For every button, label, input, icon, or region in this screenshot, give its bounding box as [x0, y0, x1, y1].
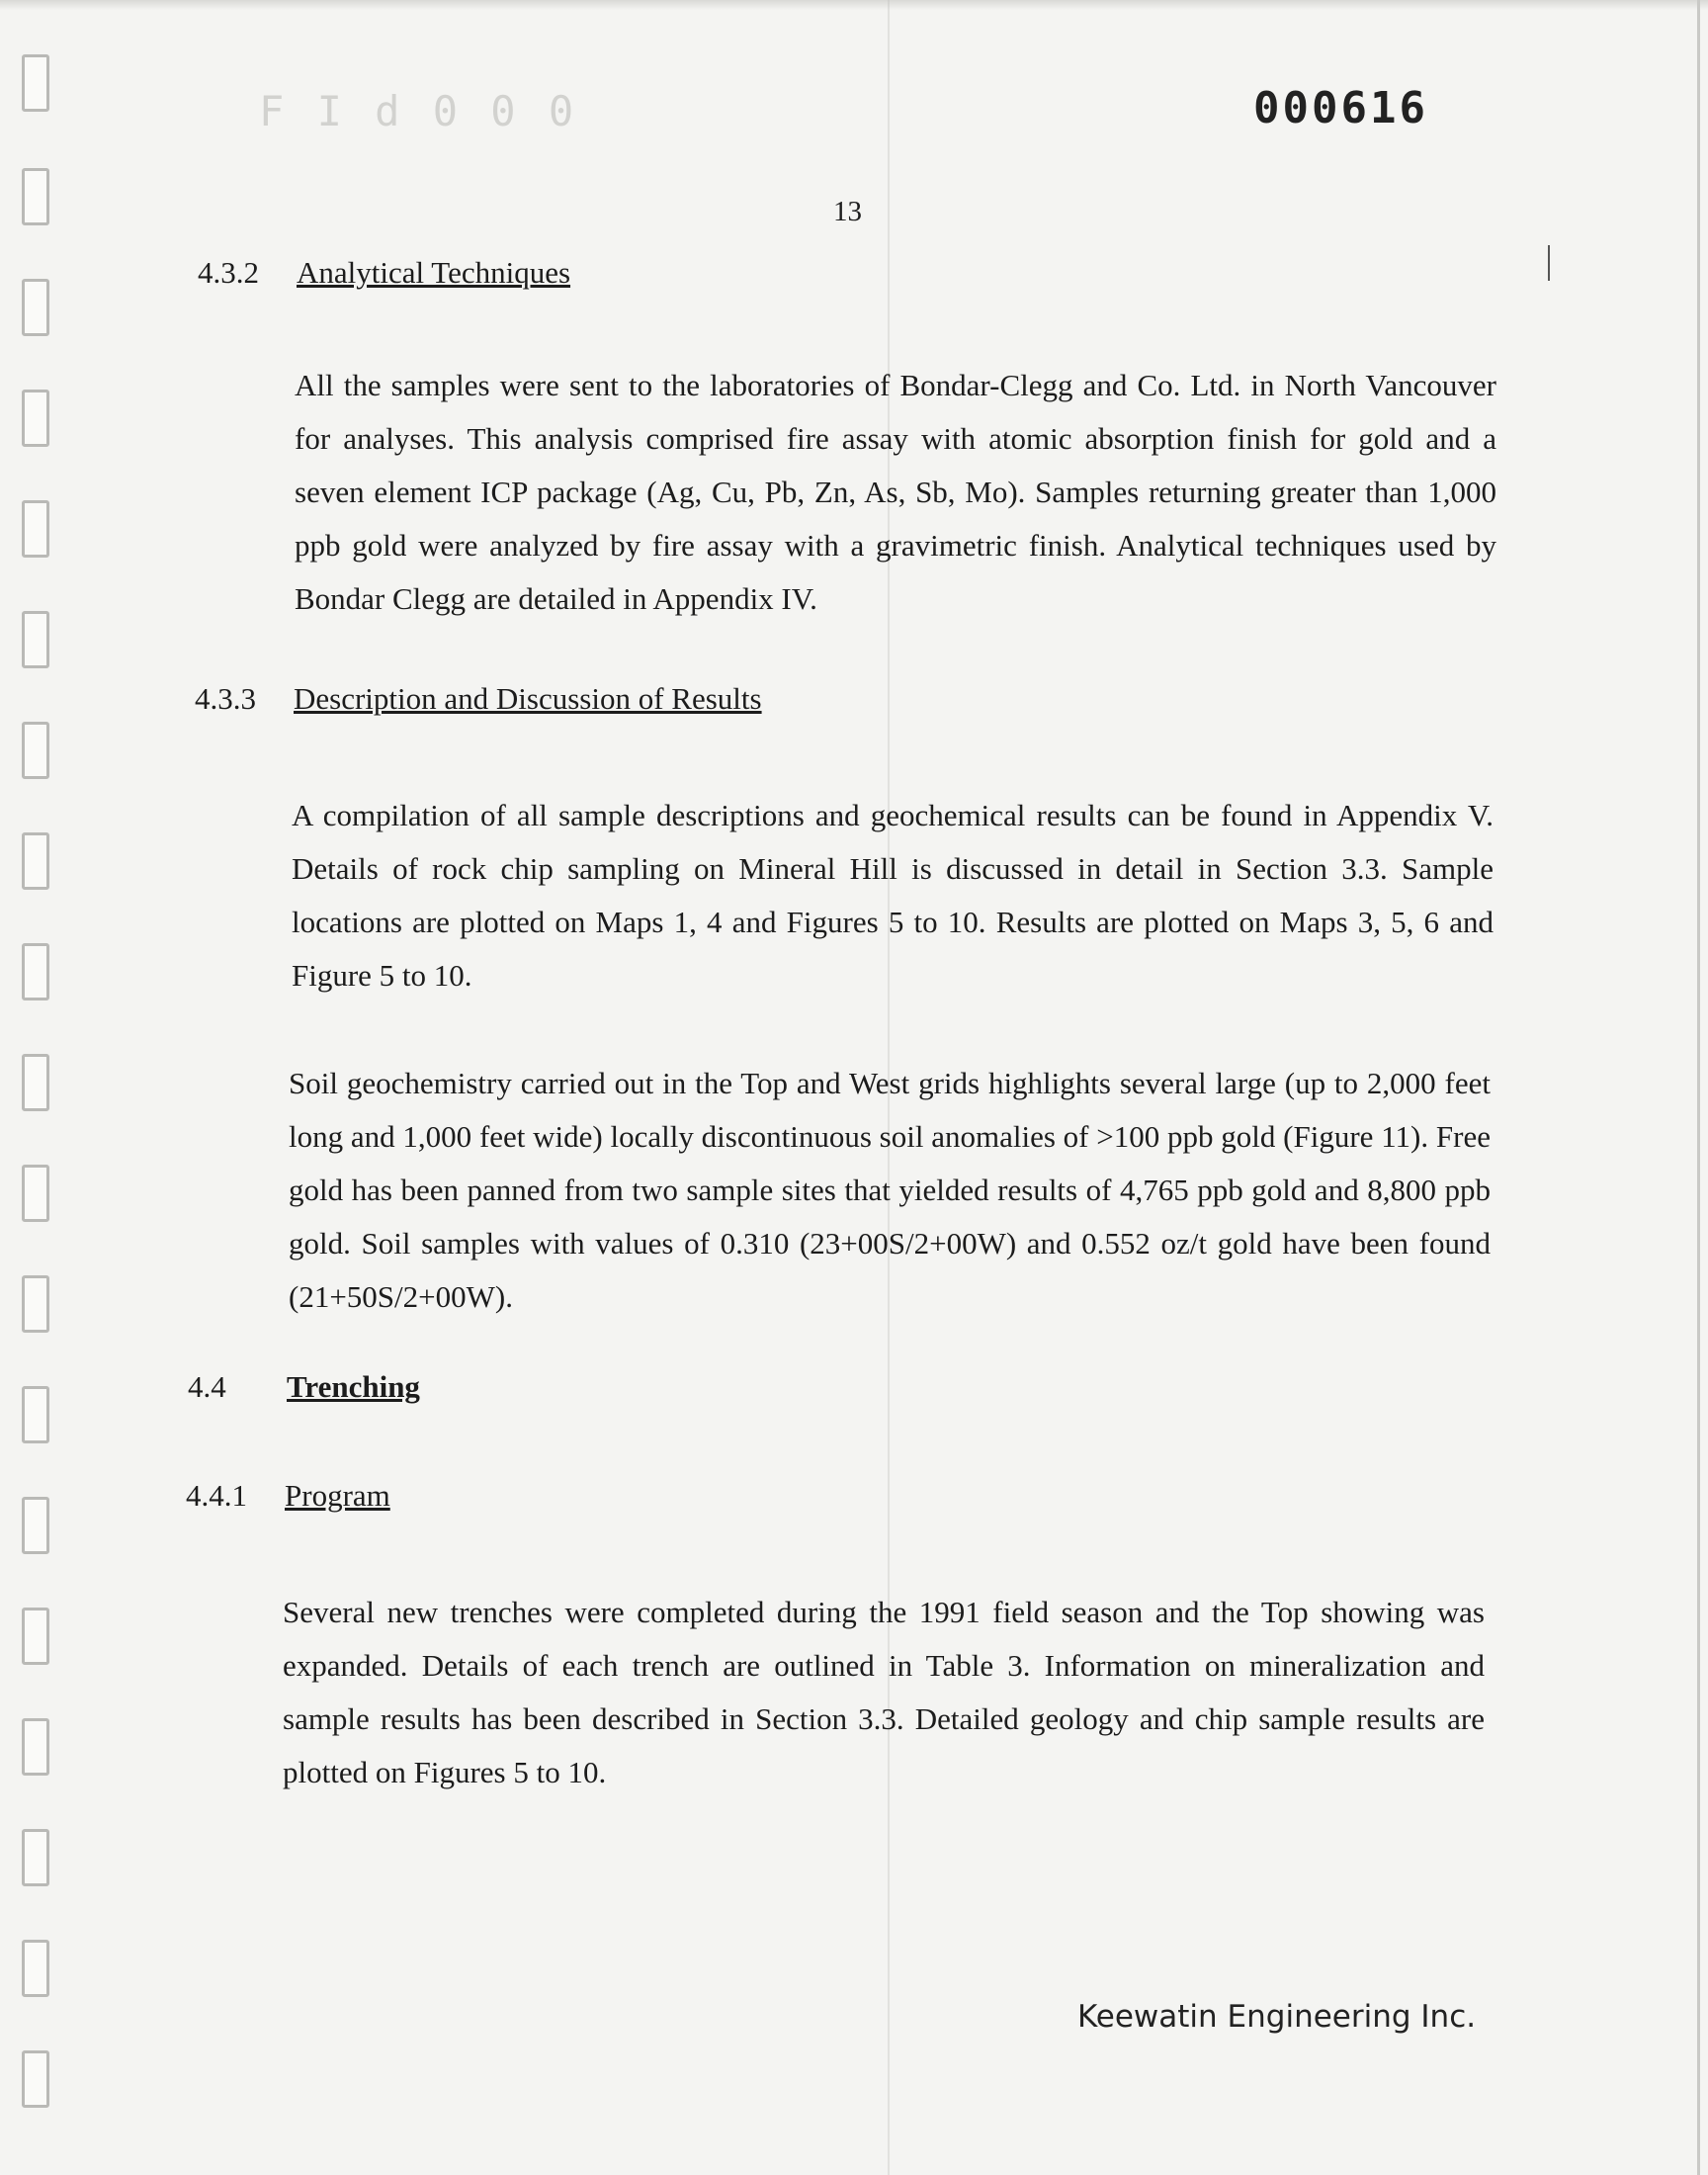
page-top-edge [0, 0, 1708, 10]
binder-hole [22, 279, 49, 336]
section-heading [186, 1478, 779, 1518]
section-number: 4.3.2 [198, 255, 259, 290]
document-number-stamp: 000616 [1253, 83, 1428, 133]
binder-hole [22, 1165, 49, 1222]
binder-hole [22, 943, 49, 1000]
section-title: Analytical Techniques [297, 255, 571, 290]
binder-hole [22, 500, 49, 558]
binder-hole [22, 1608, 49, 1665]
binder-hole [22, 1275, 49, 1333]
paragraph: Soil geochemistry carried out in the Top and West grids highlights several large (up to 2,000 feet long and 1,000 feet wide) locally discontinuous soil anomalies of >100 ppb gold (Figure 11). Free gold has been panned from two sample sites that yielded results of 4,765 ppb gold and 8,800 ppb gold. Soil samples with values of 0.310 (23+00S/2+00W) and 0.552 oz/t gold have been found (21+50S/2+00W). [289, 1066, 1491, 1314]
section-number: 4.4 [188, 1369, 226, 1404]
paragraph: A compilation of all sample descriptions and geochemical results can be found in Appendix V. Details of rock chip sampling on Mineral Hill is discussed in detail in Section 3.3. Sample locations are plotted on Maps 1, 4 and Figures 5 to 10. Results are plotted on Maps 3, 5, 6 and Figure 5 to 10. [292, 798, 1494, 993]
section-title: Trenching [287, 1369, 420, 1404]
section-number: 4.3.3 [195, 681, 256, 716]
binder-hole [22, 2050, 49, 2108]
binder-hole [22, 722, 49, 779]
paragraph: All the samples were sent to the laboratories of Bondar-Clegg and Co. Ltd. in North Vancouver for analyses. This analysis comprised fire assay with atomic absorption finish for gold and a seven element ICP package (Ag, Cu, Pb, Zn, As, Sb, Mo). Samples returning greater than 1,000 ppb gold were analyzed by fire assay with a gravimetric finish. Analytical techniques used by Bondar Clegg are detailed in Appendix IV. [295, 368, 1496, 616]
binder-hole [22, 1054, 49, 1111]
paragraph: Several new trenches were completed during the 1991 field season and the Top showing was expanded. Details of each trench are outlined in Table 3. Information on mineralization and sample results has been described in Section 3.3. Detailed geology and chip sample results are plotted on Figures 5 to 10. [283, 1595, 1485, 1789]
binder-hole [22, 611, 49, 668]
binder-hole [22, 1497, 49, 1554]
binder-hole [22, 1718, 49, 1776]
binder-hole [22, 168, 49, 225]
page-right-edge [1697, 0, 1700, 2175]
binder-hole [22, 390, 49, 447]
margin-mark [1548, 245, 1550, 281]
binder-hole [22, 1940, 49, 1997]
section-heading [195, 681, 985, 721]
section-title: Program [285, 1478, 390, 1513]
section-heading [198, 255, 791, 295]
section-title: Description and Discussion of Results [294, 681, 762, 716]
company-footer: Keewatin Engineering Inc. [1077, 1999, 1477, 2035]
faint-stamp: F I d 0 0 0 [259, 87, 578, 135]
binder-hole [22, 832, 49, 890]
section-number: 4.4.1 [186, 1478, 247, 1513]
binder-hole [22, 54, 49, 112]
binder-hole [22, 1386, 49, 1443]
section-heading [188, 1369, 781, 1409]
binder-hole [22, 1829, 49, 1886]
page-number: 13 [833, 196, 862, 227]
